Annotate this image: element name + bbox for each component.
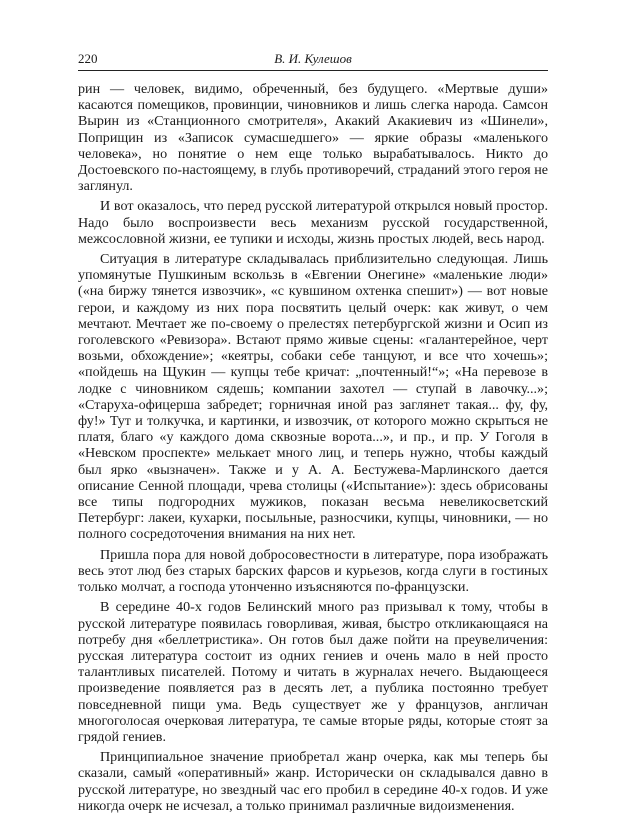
page-number: 220	[78, 51, 98, 66]
running-title: В. И. Кулешов	[274, 51, 352, 66]
page-header	[78, 48, 548, 71]
paragraph: В середине 40-х годов Белинский много раз призывал к тому, чтобы в русской литературе появилась говорливая, живая, быстро откликающаяся на потребу дня «беллетристика». Он готов был даже пойти на преувеличения: русская литература состоит из одних гениев и очень мало в ней просто талантливых писателей. Потому и читать в журналах нечего. Выдающееся произведение появляется раз в десять лет, а публика постоянно требует повседневной пищи ума. Ведь существует же у французов, англичан многоголосая очерковая литература, те самые вторые ряды, которые стоят за грядой гениев.	[78, 599, 548, 745]
body-text	[78, 81, 548, 814]
paragraph: рин — человек, видимо, обреченный, без будущего. «Мертвые души» касаются помещиков, провинции, чиновников и лишь слегка народа. Самсон Вырин из «Станционного смотрителя», Акакий Акакиевич из «Шинели», Поприщин из «Записок сумасшедшего» — яркие образы «маленького человека», но понятие о нем еще только вырабатывалось. Никто до Достоевского по-настоящему, в глубь противоречий, страданий этого героя не заглянул.	[78, 81, 548, 195]
paragraph: Ситуация в литературе складывалась приблизительно следующая. Лишь упомянутые Пушкиным вскользь в «Евгении Онегине» «маленькие люди» («на биржу тянется извозчик», «с кувшином охтенка спешит») — вот новые герои, и каждому из них пора посвятить целый очерк: как живут, о чем мечтают. Мечтает же по-своему о прелестях петербургской жизни и Осип из гоголевского «Ревизора». Встают прямо живые сцены: «галантерейное, черт возьми, обхождение»; «кеятры, собаки себе танцуют, и все что хочешь»; «пойдешь на Щукин — купцы тебе кричат: „почтенный!“»; «На перевозе в лодке с чиновником сядешь; компании захотел — ступай в лавочку...»; «Старуха-офицерша забредет; горничная иной раз заглянет такая... фу, фу, фу!» Тут и толкучка, и картинки, и извозчик, от которого можно скрыться не платя, благо «у каждого дома сквозные ворота...», и пр., и пр. У Гоголя в «Невском проспекте» мелькает много лиц, и теперь нужно, чтобы каждый был ярко «вызначен». Также и у А. А. Бестужева-Марлинского дается описание Сенной площади, чрева столицы («Испытание»): здесь обрисованы все типы подгородних мужиков, показан весьма невеликосветский Петербург: лакеи, кухарки, посыльные, разносчики, купцы, чиновники, — но полного сосредоточения внимания на них нет.	[78, 251, 548, 543]
paragraph: Принципиальное значение приобретал жанр очерка, как мы теперь бы сказали, самый «оперативный» жанр. Исторически он складывался давно в русской литературе, но звездный час его пробил в середине 40-х годов. И уже никогда очерк не исчезал, а только принимал различные видоизменения.	[78, 749, 548, 814]
book-page	[78, 48, 548, 818]
paragraph: Пришла пора для новой добросовестности в литературе, пора изображать весь этот люд без старых барских фарсов и курьезов, когда слуги в гостиных только молчат, а господа утонченно изъясняются по-французски.	[78, 546, 548, 596]
paragraph: И вот оказалось, что перед русской литературой открылся новый простор. Надо было воспроизвести весь механизм русской государственной, межсословной жизни, ее тупики и исходы, жизнь простых людей, весь народ.	[78, 198, 548, 247]
